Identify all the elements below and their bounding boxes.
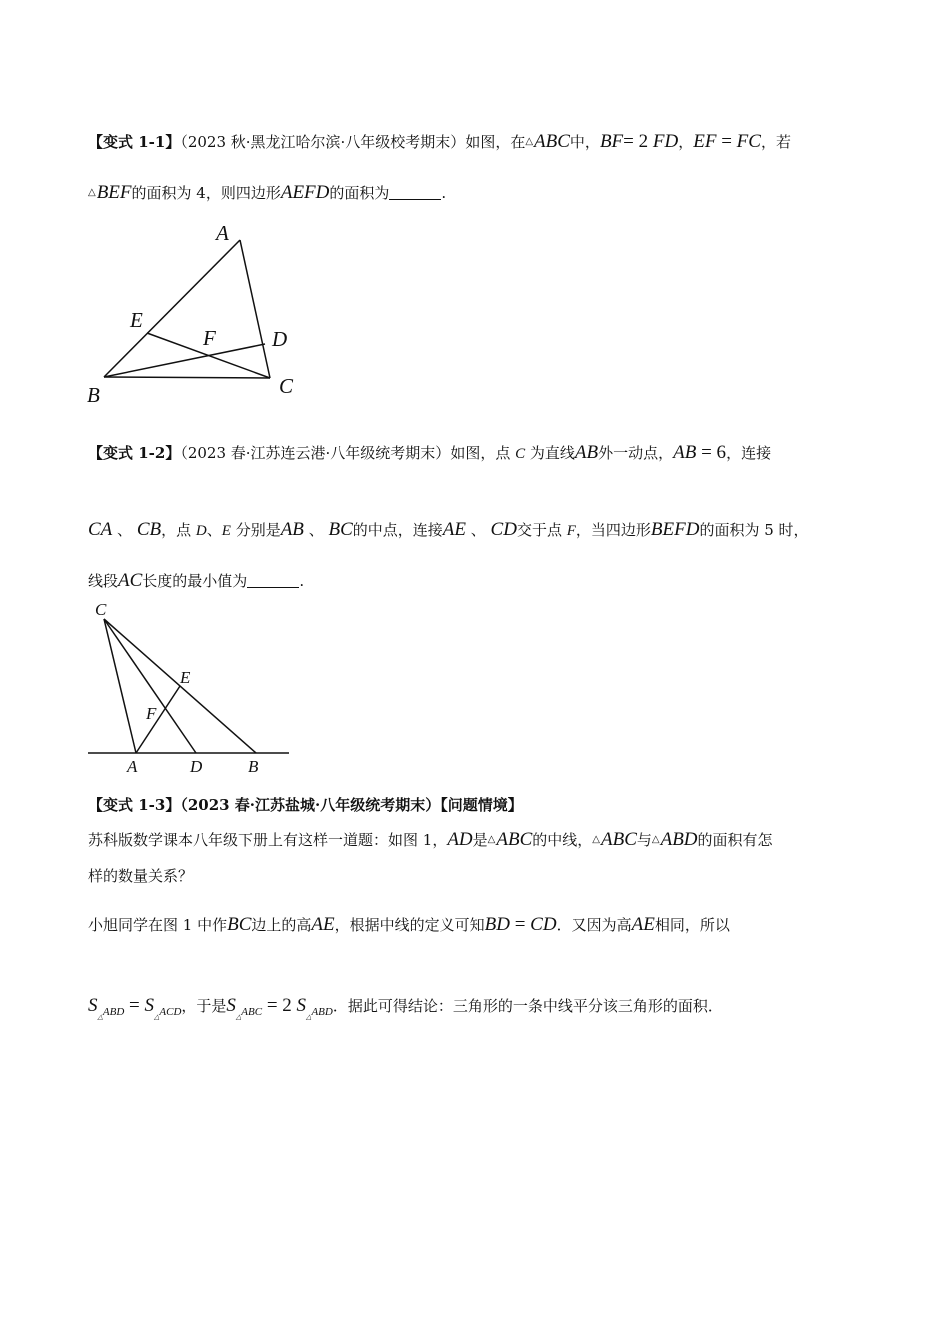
math: ABD — [660, 829, 698, 850]
problem-3-tag: 【变式 1-3】 — [88, 796, 181, 814]
text: ，根据中线的定义可知 — [334, 916, 485, 934]
text: 的面积为 5 时， — [699, 521, 809, 539]
problem-1-line-1 — [88, 132, 791, 152]
problem-3-line-4 — [88, 915, 730, 935]
problem-2-source: （2023 春·江苏连云港·八年级统考期末） — [180, 444, 451, 462]
text: ， — [678, 133, 694, 151]
math: = — [716, 131, 737, 152]
text: ．又因为高 — [556, 916, 632, 934]
triangle-symbol: △ — [487, 834, 496, 845]
label-c: C — [279, 374, 294, 398]
math: ABC — [241, 1006, 263, 1018]
problem-1-tag: 【变式 1-1】 — [88, 133, 181, 151]
text: 相同，所以 — [654, 916, 730, 934]
triangle-symbol: △ — [525, 136, 534, 147]
math: D — [195, 523, 207, 539]
math: ABD — [102, 1006, 125, 1018]
math: ABC — [496, 829, 533, 850]
text: ，点 — [161, 521, 196, 539]
text: 线段 — [88, 572, 119, 590]
text: 的中线， — [532, 831, 593, 849]
problem-3-line-5 — [88, 996, 723, 1027]
problem-3-source: （2023 春·江苏盐城·八年级统考期末） — [180, 796, 441, 814]
math: = — [124, 995, 145, 1016]
text: 边上的高 — [251, 916, 312, 934]
math: = 2 — [262, 995, 297, 1016]
problem-3-heading: 【问题情境】 — [440, 796, 523, 814]
math: AE — [311, 914, 335, 935]
triangle-symbol: △ — [592, 834, 600, 845]
math: AC — [118, 570, 143, 591]
answer-blank — [389, 185, 441, 200]
problem-2-tag: 【变式 1-2】 — [88, 444, 181, 462]
text: ，当四边形 — [575, 521, 651, 539]
text: 为直线 — [525, 444, 575, 462]
text: 如图，点 — [450, 444, 516, 462]
math: = 2 — [623, 131, 653, 152]
segment-bc — [104, 377, 270, 378]
math: S — [226, 995, 236, 1016]
text: 样的数量关系？ — [88, 867, 194, 885]
label-a: A — [127, 757, 138, 776]
math: BEF — [96, 182, 132, 203]
math: AE — [631, 914, 655, 935]
text: 的中点，连接 — [352, 521, 443, 539]
math: FC — [736, 131, 761, 152]
math: CB — [136, 519, 162, 540]
segment-ac — [240, 240, 270, 378]
math: F — [566, 523, 576, 539]
problem-1-line-2 — [88, 183, 446, 203]
segment-ab — [104, 240, 240, 377]
math: ABC — [600, 829, 637, 850]
text: . — [441, 184, 447, 202]
problem-2-figure — [85, 598, 295, 778]
label-b: B — [248, 757, 259, 776]
text: 、 — [303, 521, 329, 539]
math: FD — [652, 131, 679, 152]
math: AEFD — [280, 182, 330, 203]
label-f: F — [203, 326, 216, 350]
text: 、 — [465, 521, 491, 539]
text: ，若 — [760, 133, 791, 151]
text: 外一动点， — [598, 444, 674, 462]
problem-2-line-3 — [88, 571, 304, 591]
answer-blank — [247, 573, 299, 588]
math: AB — [673, 442, 697, 463]
text: 的面积为 4，则四边形 — [131, 184, 281, 202]
label-b: B — [87, 383, 100, 407]
math: BC — [328, 519, 353, 540]
math: S — [88, 995, 98, 1016]
text: 是 — [472, 831, 488, 849]
problem-1-figure — [80, 218, 310, 413]
text: 分别是 — [230, 521, 281, 539]
math: AE — [442, 519, 466, 540]
math: BEFD — [650, 519, 700, 540]
label-d: D — [272, 327, 288, 351]
math: BC — [227, 914, 252, 935]
math: ACD — [159, 1006, 182, 1018]
text: ，连接 — [726, 444, 772, 462]
problem-2-line-1 — [88, 443, 771, 464]
math: E — [221, 523, 231, 539]
text: ．据此可得结论：三角形的一条中线平分该三角形的面积． — [332, 997, 723, 1015]
problem-3-line-2 — [88, 830, 773, 850]
math: S — [296, 995, 307, 1016]
text: 交于点 — [516, 521, 567, 539]
math: CD — [490, 519, 517, 540]
label-e: E — [180, 668, 191, 687]
math: CD — [530, 914, 557, 935]
text: 小旭同学在图 1 中作 — [88, 916, 228, 934]
text: 的面积有怎 — [697, 831, 773, 849]
text: 苏科版数学课本八年级下册上有这样一道题：如图 1， — [88, 831, 448, 849]
problem-3-line-1 — [88, 795, 523, 815]
math: BF — [599, 131, 624, 152]
text: 与 — [636, 831, 652, 849]
math: BD — [484, 914, 510, 935]
text: 中， — [569, 133, 600, 151]
segment-bd — [104, 344, 265, 377]
math: = 6 — [696, 442, 727, 463]
text: 、 — [206, 521, 222, 539]
triangle-symbol: △ — [235, 1013, 242, 1021]
text: 长度的最小值为 — [142, 572, 248, 590]
text: 、 — [112, 521, 137, 539]
math: CA — [88, 519, 113, 540]
triangle-symbol: △ — [154, 1013, 160, 1021]
text: 如图，在 — [465, 133, 526, 151]
math: AB — [574, 442, 599, 463]
math: ABC — [534, 131, 570, 152]
segment-ca — [104, 619, 136, 753]
math: EF — [693, 131, 717, 152]
text: . — [299, 572, 305, 590]
label-e: E — [130, 308, 143, 332]
problem-3-line-3 — [88, 866, 193, 886]
math: AD — [447, 829, 473, 850]
label-a: A — [216, 221, 229, 245]
problem-2-line-2 — [88, 520, 809, 541]
triangle-symbol: △ — [306, 1013, 312, 1021]
label-f: F — [146, 704, 157, 723]
problem-1-source: （2023 秋·黑龙江哈尔滨·八年级校考期末） — [180, 133, 466, 151]
triangle-symbol: △ — [88, 187, 96, 198]
math: = — [509, 914, 531, 935]
text: 的面积为 — [329, 184, 390, 202]
triangle-symbol: △ — [651, 834, 660, 845]
math: AB — [280, 519, 304, 540]
triangle-symbol: △ — [97, 1013, 103, 1021]
label-d: D — [190, 757, 203, 776]
math: C — [515, 446, 526, 462]
math: ABD — [311, 1006, 333, 1018]
text: ，于是 — [181, 997, 227, 1015]
label-c: C — [95, 600, 107, 619]
math: S — [144, 995, 154, 1016]
